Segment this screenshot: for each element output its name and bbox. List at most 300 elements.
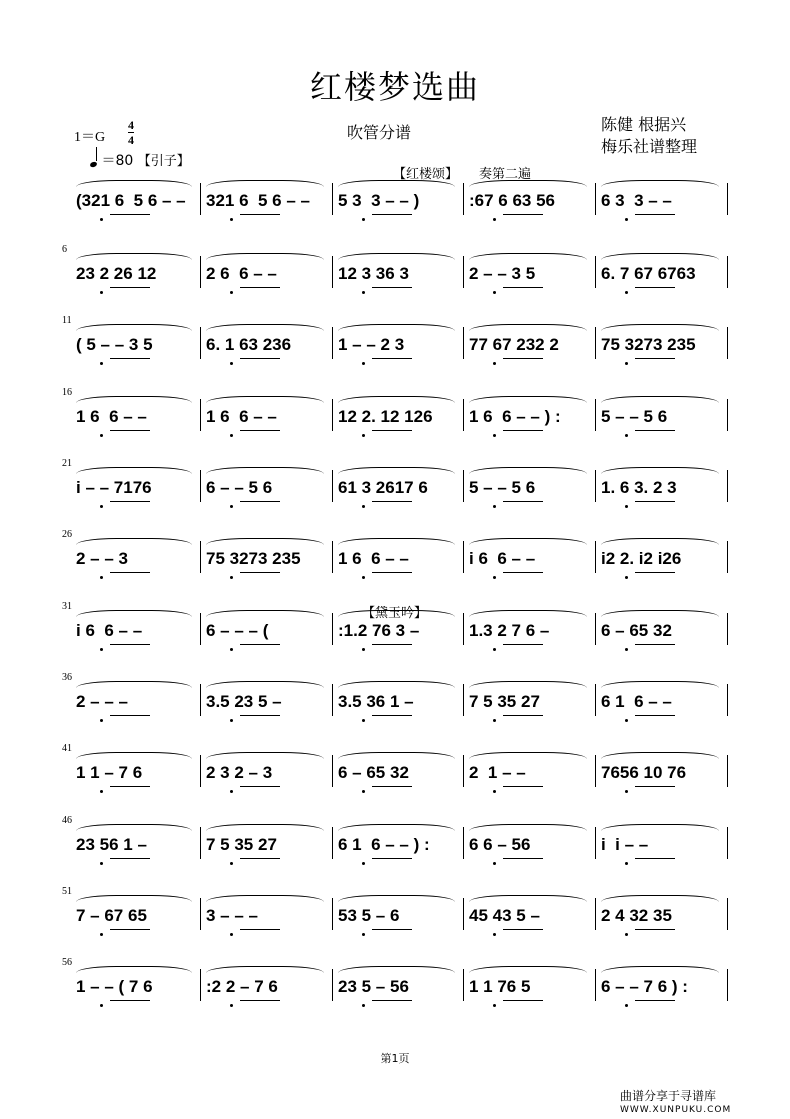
beam-line	[503, 1000, 543, 1001]
bar-line	[332, 755, 333, 787]
beam-line	[240, 644, 280, 645]
measure-number: 6	[62, 244, 67, 255]
bar-line	[595, 898, 596, 930]
measure-notes: 23 5 – 56	[338, 977, 409, 996]
bar-line	[595, 399, 596, 431]
beam-line	[240, 715, 280, 716]
beam-line	[635, 715, 675, 716]
bar-line	[200, 183, 201, 215]
phrase-slur	[338, 467, 455, 474]
measure-notes: 12 3 36 3	[338, 264, 409, 283]
octave-dot	[100, 576, 103, 579]
tempo-marking	[90, 150, 190, 170]
score-row	[62, 957, 730, 1009]
measure-notes: 6 1 6 – – ) :	[338, 835, 430, 854]
measure-notes: 321 6 5 6 – –	[206, 191, 310, 210]
bar-line	[332, 399, 333, 431]
bar-line	[727, 755, 728, 787]
phrase-slur	[469, 538, 587, 545]
bar-line	[727, 541, 728, 573]
measure-notes: 3.5 36 1 –	[338, 692, 414, 711]
octave-dot	[362, 362, 365, 365]
phrase-slur	[469, 396, 587, 403]
credit-line-2: 梅乐社谱整理	[601, 137, 698, 156]
bar-line	[200, 541, 201, 573]
watermark-line-2: WWW.XUNPUKU.COM	[620, 1105, 732, 1115]
octave-dot	[100, 505, 103, 508]
bar-line	[463, 327, 464, 359]
octave-dot	[230, 576, 233, 579]
phrase-slur	[469, 752, 587, 759]
beam-line	[635, 786, 675, 787]
measure-notes: 6 3 3 – –	[601, 191, 672, 210]
beam-line	[635, 572, 675, 573]
phrase-slur	[469, 824, 587, 831]
octave-dot	[625, 362, 628, 365]
phrase-slur	[76, 180, 192, 187]
bar-line	[332, 898, 333, 930]
measure-notes: 2 4 32 35	[601, 906, 672, 925]
measure-notes: 6. 1 63 236	[206, 335, 292, 354]
bar-line	[332, 470, 333, 502]
beam-line	[110, 1000, 150, 1001]
phrase-slur	[338, 396, 455, 403]
octave-dot	[362, 218, 365, 221]
measure-notes: 1 – – ( 7 6	[76, 977, 153, 996]
octave-dot	[625, 218, 628, 221]
bar-line	[200, 613, 201, 645]
phrase-slur	[206, 467, 324, 474]
measure-notes: 6 – – – (	[206, 621, 269, 640]
phrase-slur	[76, 467, 192, 474]
beam-line	[503, 214, 543, 215]
score-row	[62, 672, 730, 724]
octave-dot	[230, 1004, 233, 1007]
measure-notes: 7 – 67 65	[76, 906, 147, 925]
phrase-slur	[469, 681, 587, 688]
measure-notes: i 6 6 – –	[469, 549, 536, 568]
octave-dot	[625, 291, 628, 294]
beam-line	[110, 358, 150, 359]
octave-dot	[100, 862, 103, 865]
beam-line	[240, 929, 280, 930]
octave-dot	[625, 719, 628, 722]
octave-dot	[362, 434, 365, 437]
octave-dot	[493, 218, 496, 221]
beam-line	[635, 1000, 675, 1001]
beam-line	[372, 858, 412, 859]
measure-notes: i 6 6 – –	[76, 621, 143, 640]
octave-dot	[100, 218, 103, 221]
phrase-slur	[338, 610, 455, 617]
measure-notes: 3 – – –	[206, 906, 258, 925]
phrase-slur	[206, 253, 324, 260]
phrase-slur	[206, 396, 324, 403]
bar-line	[463, 684, 464, 716]
phrase-slur	[338, 180, 455, 187]
bar-line	[595, 827, 596, 859]
phrase-slur	[338, 324, 455, 331]
phrase-slur	[601, 396, 719, 403]
beam-line	[372, 786, 412, 787]
octave-dot	[230, 648, 233, 651]
octave-dot	[230, 933, 233, 936]
octave-dot	[625, 648, 628, 651]
bar-line	[727, 183, 728, 215]
measure-notes: 5 3 3 – – )	[338, 191, 420, 210]
page-number: 第1页	[380, 1052, 410, 1065]
bar-line	[200, 969, 201, 1001]
beam-line	[240, 501, 280, 502]
time-sig-bottom: 4	[128, 133, 134, 147]
measure-notes: 7 5 35 27	[206, 835, 277, 854]
beam-line	[372, 287, 412, 288]
measure-notes: i i – –	[601, 835, 649, 854]
octave-dot	[625, 505, 628, 508]
measure-notes: 2 – – 3	[76, 549, 128, 568]
beam-line	[372, 501, 412, 502]
measure-notes: 1 1 76 5	[469, 977, 531, 996]
beam-line	[503, 644, 543, 645]
bar-line	[200, 399, 201, 431]
measure-notes: 75 3273 235	[206, 549, 301, 568]
beam-line	[635, 430, 675, 431]
measure-notes: 61 3 2617 6	[338, 478, 428, 497]
octave-dot	[100, 933, 103, 936]
beam-line	[372, 430, 412, 431]
phrase-slur	[206, 752, 324, 759]
measure-notes: 5 – – 5 6	[601, 407, 668, 426]
tempo-value: ＝80	[101, 153, 134, 169]
bar-line	[727, 399, 728, 431]
key-signature: 1＝G	[74, 130, 106, 145]
beam-line	[503, 929, 543, 930]
bar-line	[595, 327, 596, 359]
phrase-slur	[601, 180, 719, 187]
measure-notes: 23 2 26 12	[76, 264, 157, 283]
beam-line	[110, 430, 150, 431]
score-row	[70, 183, 730, 223]
bar-line	[463, 827, 464, 859]
bar-line	[332, 827, 333, 859]
measure-number: 46	[62, 815, 72, 826]
bar-line	[595, 256, 596, 288]
octave-dot	[625, 862, 628, 865]
bar-line	[463, 541, 464, 573]
score-row	[62, 601, 730, 653]
octave-dot	[362, 291, 365, 294]
measure-notes: 12 2. 12 126	[338, 407, 433, 426]
beam-line	[372, 1000, 412, 1001]
octave-dot	[493, 862, 496, 865]
measure-number: 16	[62, 387, 72, 398]
beam-line	[503, 858, 543, 859]
phrase-slur	[206, 681, 324, 688]
beam-line	[503, 501, 543, 502]
beam-line	[110, 858, 150, 859]
beam-line	[372, 358, 412, 359]
beam-line	[240, 358, 280, 359]
phrase-slur	[76, 895, 192, 902]
octave-dot	[362, 505, 365, 508]
octave-dot	[230, 719, 233, 722]
measure-notes: 1. 6 3. 2 3	[601, 478, 677, 497]
score-row	[62, 458, 730, 510]
measure-notes: 6 – – 5 6	[206, 478, 273, 497]
phrase-slur	[338, 681, 455, 688]
measure-notes: 6 – 65 32	[601, 621, 672, 640]
octave-dot	[100, 362, 103, 365]
phrase-slur	[601, 966, 719, 973]
beam-line	[240, 287, 280, 288]
octave-dot	[230, 434, 233, 437]
octave-dot	[493, 1004, 496, 1007]
bar-line	[727, 256, 728, 288]
bar-line	[727, 827, 728, 859]
bar-line	[727, 969, 728, 1001]
phrase-slur	[76, 538, 192, 545]
phrase-slur	[76, 966, 192, 973]
measure-notes: 3.5 23 5 –	[206, 692, 282, 711]
part-subtitle: 吹管分谱	[347, 123, 412, 142]
octave-dot	[493, 434, 496, 437]
bar-line	[332, 183, 333, 215]
bar-line	[463, 613, 464, 645]
section-label-1: 【红楼颂】	[393, 167, 459, 182]
phrase-slur	[206, 538, 324, 545]
bar-line	[463, 898, 464, 930]
measure-notes: ( 5 – – 3 5	[76, 335, 153, 354]
phrase-slur	[76, 824, 192, 831]
bar-line	[595, 613, 596, 645]
beam-line	[503, 430, 543, 431]
score-row	[62, 529, 730, 581]
beam-line	[240, 572, 280, 573]
octave-dot	[362, 719, 365, 722]
beam-line	[240, 430, 280, 431]
octave-dot	[100, 719, 103, 722]
measure-notes: 1 6 6 – –	[76, 407, 147, 426]
beam-line	[635, 358, 675, 359]
octave-dot	[493, 291, 496, 294]
phrase-slur	[469, 253, 587, 260]
bar-line	[727, 613, 728, 645]
phrase-slur	[76, 253, 192, 260]
octave-dot	[230, 862, 233, 865]
bar-line	[463, 183, 464, 215]
bar-line	[200, 470, 201, 502]
phrase-slur	[601, 610, 719, 617]
bar-line	[332, 684, 333, 716]
beam-line	[503, 287, 543, 288]
bar-line	[463, 755, 464, 787]
time-signature	[128, 118, 134, 147]
phrase-slur	[469, 467, 587, 474]
phrase-slur	[469, 610, 587, 617]
measure-notes: 6 – 65 32	[338, 763, 409, 782]
measure-notes: :2 2 – 7 6	[206, 977, 278, 996]
measure-notes: 7 5 35 27	[469, 692, 540, 711]
measure-notes: 1 1 – 7 6	[76, 763, 143, 782]
measure-number: 41	[62, 743, 72, 754]
beam-line	[372, 644, 412, 645]
phrase-slur	[338, 253, 455, 260]
phrase-slur	[601, 824, 719, 831]
measure-notes: 1 – – 2 3	[338, 335, 405, 354]
phrase-slur	[601, 324, 719, 331]
phrase-slur	[206, 610, 324, 617]
note-stem-icon	[96, 147, 97, 161]
beam-line	[503, 358, 543, 359]
measure-notes: 2 1 – –	[469, 763, 526, 782]
measure-notes: i2 2. i2 i26	[601, 549, 682, 568]
bar-line	[332, 256, 333, 288]
score-row	[62, 387, 730, 439]
bar-line	[595, 183, 596, 215]
beam-line	[110, 501, 150, 502]
score-row	[62, 815, 730, 867]
beam-line	[503, 715, 543, 716]
octave-dot	[100, 434, 103, 437]
octave-dot	[493, 576, 496, 579]
octave-dot	[362, 933, 365, 936]
phrase-slur	[601, 538, 719, 545]
measure-number: 26	[62, 529, 72, 540]
measure-notes: 75 3273 235	[601, 335, 696, 354]
beam-line	[635, 644, 675, 645]
measure-notes: 7656 10 76	[601, 763, 687, 782]
phrase-slur	[338, 538, 455, 545]
phrase-slur	[206, 824, 324, 831]
bar-line	[332, 327, 333, 359]
beam-line	[110, 929, 150, 930]
octave-dot	[230, 218, 233, 221]
measure-notes: 1.3 2 7 6 –	[469, 621, 550, 640]
measure-number: 51	[62, 886, 72, 897]
bar-line	[727, 327, 728, 359]
beam-line	[110, 786, 150, 787]
measure-number: 11	[62, 315, 72, 326]
measure-notes: 23 56 1 –	[76, 835, 147, 854]
phrase-slur	[601, 752, 719, 759]
bar-line	[200, 755, 201, 787]
beam-line	[240, 858, 280, 859]
measure-number: 31	[62, 601, 72, 612]
watermark-line-1: 曲谱分享于寻谱库	[620, 1089, 717, 1103]
measure-notes: 6 6 – 56	[469, 835, 531, 854]
beam-line	[635, 929, 675, 930]
score-row	[62, 315, 730, 367]
bar-line	[332, 541, 333, 573]
credits	[601, 114, 697, 158]
phrase-slur	[76, 324, 192, 331]
beam-line	[503, 572, 543, 573]
phrase-slur	[338, 895, 455, 902]
beam-line	[635, 501, 675, 502]
bar-line	[463, 969, 464, 1001]
score-row	[62, 886, 730, 938]
phrase-slur	[601, 895, 719, 902]
phrase-slur	[206, 966, 324, 973]
octave-dot	[230, 505, 233, 508]
phrase-slur	[601, 681, 719, 688]
beam-line	[635, 858, 675, 859]
octave-dot	[362, 1004, 365, 1007]
measure-notes: 77 67 232 2	[469, 335, 559, 354]
bar-line	[727, 470, 728, 502]
octave-dot	[230, 362, 233, 365]
phrase-slur	[469, 180, 587, 187]
phrase-slur	[338, 752, 455, 759]
octave-dot	[362, 576, 365, 579]
octave-dot	[493, 719, 496, 722]
phrase-slur	[206, 180, 324, 187]
bar-line	[595, 755, 596, 787]
bar-line	[727, 898, 728, 930]
beam-line	[503, 786, 543, 787]
measure-notes: 6 1 6 – –	[601, 692, 672, 711]
bar-line	[463, 399, 464, 431]
phrase-slur	[469, 895, 587, 902]
measure-notes: 45 43 5 –	[469, 906, 540, 925]
bar-line	[463, 470, 464, 502]
beam-line	[240, 786, 280, 787]
measure-notes: i – – 7176	[76, 478, 152, 497]
octave-dot	[362, 790, 365, 793]
measure-notes: 1 6 6 – – ) :	[469, 407, 561, 426]
bar-line	[200, 327, 201, 359]
beam-line	[372, 929, 412, 930]
octave-dot	[230, 790, 233, 793]
octave-dot	[625, 576, 628, 579]
beam-line	[240, 1000, 280, 1001]
beam-line	[635, 214, 675, 215]
octave-dot	[100, 291, 103, 294]
measure-notes: 2 – – 3 5	[469, 264, 536, 283]
beam-line	[372, 715, 412, 716]
octave-dot	[493, 790, 496, 793]
phrase-slur	[601, 467, 719, 474]
octave-dot	[100, 648, 103, 651]
bar-line	[727, 684, 728, 716]
beam-line	[110, 287, 150, 288]
beam-line	[110, 715, 150, 716]
beam-line	[110, 644, 150, 645]
bar-line	[200, 256, 201, 288]
phrase-slur	[469, 966, 587, 973]
octave-dot	[100, 1004, 103, 1007]
score-row	[62, 743, 730, 795]
bar-line	[595, 541, 596, 573]
bar-line	[595, 969, 596, 1001]
bar-line	[332, 613, 333, 645]
measure-notes: 5 – – 5 6	[469, 478, 536, 497]
measure-notes: 53 5 – 6	[338, 906, 400, 925]
phrase-slur	[76, 752, 192, 759]
measure-notes: 2 – – –	[76, 692, 128, 711]
quarter-note-icon	[89, 161, 97, 168]
phrase-slur	[76, 681, 192, 688]
phrase-slur	[206, 324, 324, 331]
measure-notes: 1 6 6 – –	[338, 549, 409, 568]
phrase-slur	[206, 895, 324, 902]
octave-dot	[362, 648, 365, 651]
intro-label: 【引子】	[137, 154, 190, 169]
bar-line	[595, 684, 596, 716]
phrase-slur	[338, 966, 455, 973]
octave-dot	[625, 790, 628, 793]
measure-notes: 6. 7 67 6763	[601, 264, 696, 283]
